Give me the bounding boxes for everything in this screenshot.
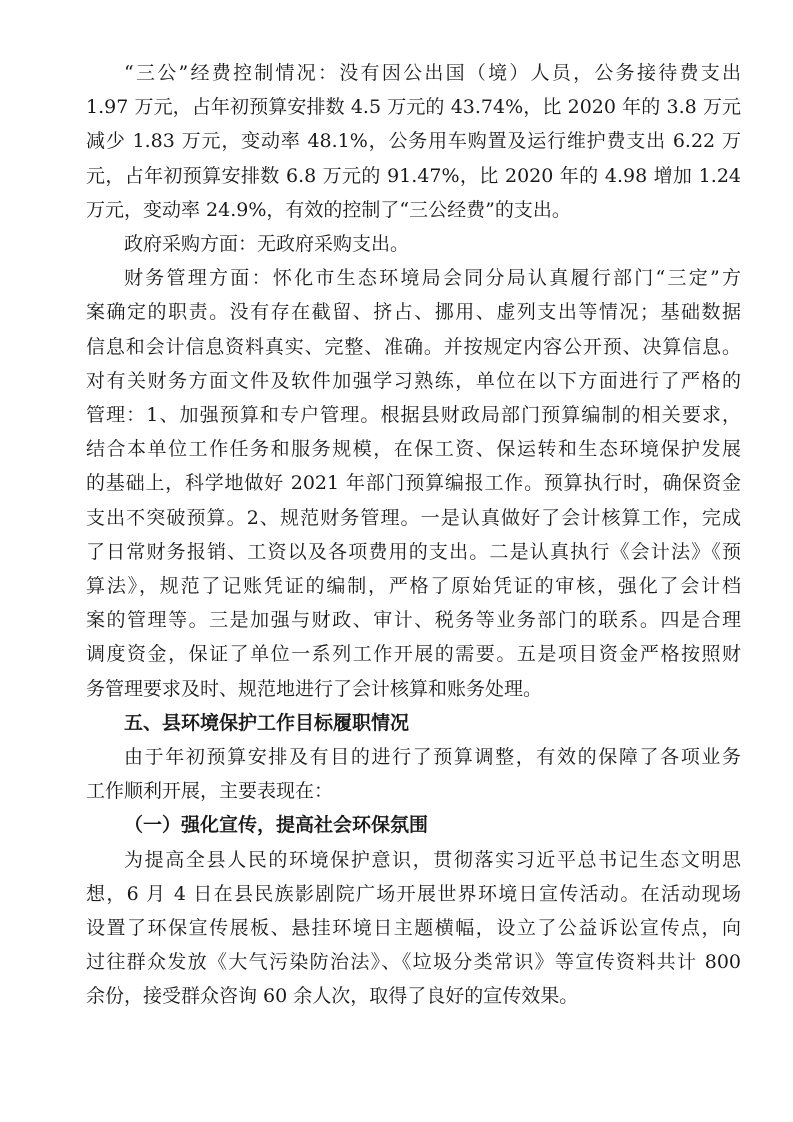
text-line: 设置了环保宣传展板、悬挂环境日主题横幅，设立了公益诉讼宣传点，向 (86, 917, 741, 940)
paragraph-section5-intro (86, 740, 741, 808)
text-line: 的基础上，科学地做好 2021 年部门预算编报工作。预算执行时，确保资金 (86, 472, 741, 495)
paragraph-publicity (86, 843, 741, 1014)
subsection-heading-1 (86, 808, 741, 842)
text-line: 由于年初预算安排及有目的进行了预算调整，有效的保障了各项业务 (124, 746, 741, 769)
text-line: 信息和会计信息资料真实、完整、准确。并按规定内容公开预、决算信息。 (86, 335, 741, 358)
text-line: 调度资金，保证了单位一系列工作开展的需要。五是项目资金严格按照财 (86, 643, 741, 666)
text-line: 余份，接受群众咨询 60 余人次，取得了良好的宣传效果。 (86, 985, 579, 1008)
text-line: 案的管理等。三是加强与财政、审计、税务等业务部门的联系。四是合理 (86, 609, 741, 632)
text-line: 管理：1、加强预算和专户管理。根据县财政局部门预算编制的相关要求， (86, 404, 741, 427)
text-line: 工作顺利开展，主要表现在： (86, 780, 334, 803)
heading-text: 五、县环境保护工作目标履职情况 (124, 711, 410, 734)
text-line: 万元，变动率 24.9%，有效的控制了“三公经费”的支出。 (86, 198, 571, 221)
paragraph-financial-management (86, 261, 741, 706)
paragraph-sangong-expenses (86, 56, 741, 227)
text-line: 算法》，规范了记账凭证的编制，严格了原始凭证的审核，强化了会计档 (86, 575, 741, 598)
text-line: 减少 1.83 万元，变动率 48.1%，公务用车购置及运行维护费支出 6.22 万 (86, 130, 741, 153)
text-line: 1.97 万元，占年初预算安排数 4.5 万元的 43.74%，比 2020 年的 3.8 万元 (86, 96, 741, 119)
text-line: 财务管理方面：怀化市生态环境局会同分局认真履行部门“三定”方 (124, 267, 741, 290)
text-line: 为提高全县人民的环境保护意识，贯彻落实习近平总书记生态文明思 (124, 848, 741, 871)
text-line: 过往群众发放《大气污染防治法》、《垃圾分类常识》等宣传资料共计 800 (86, 951, 741, 974)
heading-text: （一）强化宣传，提高社会环保氛围 (124, 814, 429, 837)
text-line: 案确定的职责。没有存在截留、挤占、挪用、虚列支出等情况；基础数据 (86, 301, 741, 324)
text-line: “三公”经费控制情况：没有因公出国（境）人员，公务接待费支出 (124, 62, 741, 84)
text-line: 结合本单位工作任务和服务规模，在保工资、保运转和生态环境保护发展 (86, 438, 741, 461)
text-line: 对有关财务方面文件及软件加强学习熟练，单位在以下方面进行了严格的 (86, 369, 741, 392)
text-line: 支出不突破预算。2、规范财务管理。一是认真做好了会计核算工作，完成 (86, 506, 741, 529)
paragraph-procurement (86, 227, 741, 261)
text-line: 政府采购方面：无政府采购支出。 (124, 233, 410, 256)
section-heading-5 (86, 706, 741, 740)
text-line: 了日常财务报销、工资以及各项费用的支出。二是认真执行《会计法》《预 (86, 540, 741, 563)
text-line: 务管理要求及时、规范地进行了会计核算和账务处理。 (86, 677, 543, 700)
text-line: 想，6 月 4 日在县民族影剧院广场开展世界环境日宣传活动。在活动现场 (86, 882, 741, 905)
text-line: 元，占年初预算安排数 6.8 万元的 91.47%，比 2020 年的 4.98 增加 1.24 (86, 164, 741, 187)
